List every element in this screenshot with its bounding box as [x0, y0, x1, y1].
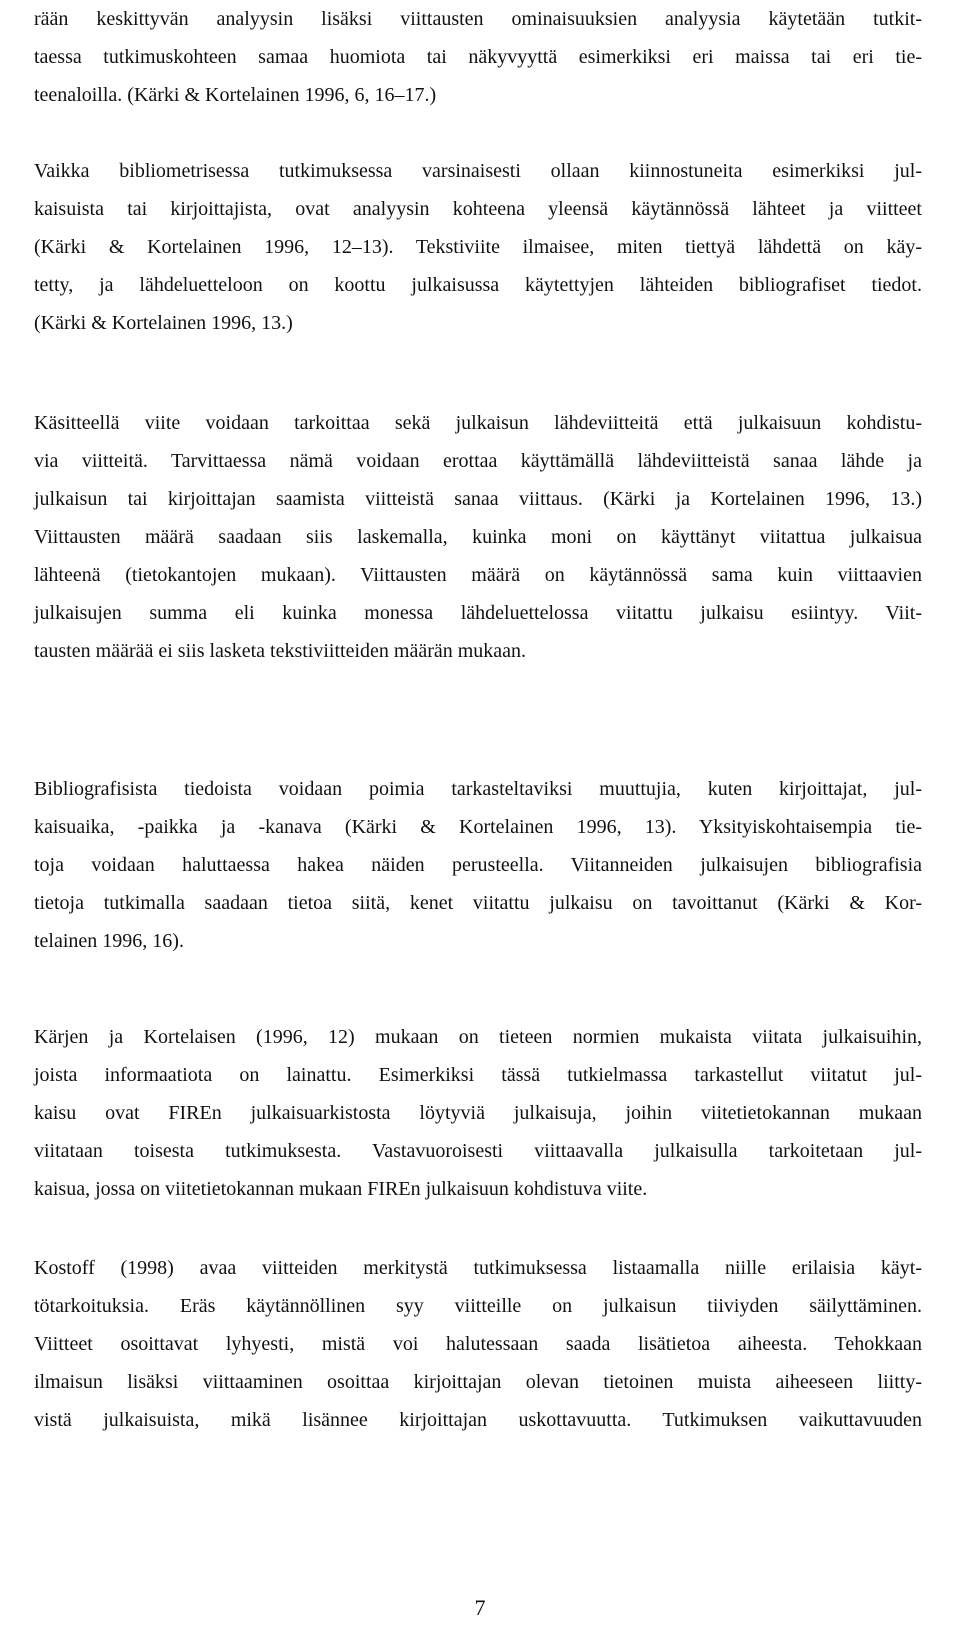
text-line: kaisua, jossa on viitetietokannan mukaan FIREn julkaisuun kohdistuva viite. — [34, 1178, 648, 1200]
text-line: via viitteitä. Tarvittaessa nämä voidaan erottaa käyttämällä lähdeviitteistä sanaa lähde ja — [34, 450, 922, 472]
text-line: julkaisun tai kirjoittajan saamista viitteistä sanaa viittaus. (Kärki ja Kortelainen 1996, 13.) — [34, 488, 922, 510]
paragraph-4 — [34, 770, 922, 960]
text-line: Kostoff (1998) avaa viitteiden merkitystä tutkimuksessa listaamalla niille erilaisia käyt- — [34, 1257, 922, 1279]
text-line: ilmaisun lisäksi viittaaminen osoittaa kirjoittajan olevan tietoinen muista aiheeseen liitty- — [34, 1371, 922, 1393]
paragraph-5 — [34, 1018, 922, 1208]
text-line: Viitteet osoittavat lyhyesti, mistä voi halutessaan saada lisätietoa aiheesta. Tehokkaan — [34, 1333, 922, 1355]
text-line: Käsitteellä viite voidaan tarkoittaa sekä julkaisun lähdeviitteitä että julkaisuun kohdistu- — [34, 412, 922, 434]
text-line: viitataan toisesta tutkimuksesta. Vastavuoroisesti viittaavalla julkaisulla tarkoitetaan jul- — [34, 1140, 922, 1162]
text-line: joista informaatiota on lainattu. Esimerkiksi tässä tutkielmassa tarkastellut viitatut jul- — [34, 1064, 922, 1086]
text-line: kaisu ovat FIREn julkaisuarkistosta löytyviä julkaisuja, joihin viitetietokannan mukaan — [34, 1102, 922, 1124]
page-number: 7 — [474, 1595, 486, 1620]
text-line: Vaikka bibliometrisessa tutkimuksessa varsinaisesti ollaan kiinnostuneita esimerkiksi jul- — [34, 160, 922, 182]
text-line: kaisuista tai kirjoittajista, ovat analyysin kohteena yleensä käytännössä lähteet ja viitteet — [34, 198, 922, 220]
paragraph-3 — [34, 404, 922, 670]
text-line: kaisuaika, -paikka ja -kanava (Kärki & Kortelainen 1996, 13). Yksityiskohtaisempia tie- — [34, 816, 922, 838]
text-line: Viittausten määrä saadaan siis laskemalla, kuinka moni on käyttänyt viitattua julkaisua — [34, 526, 922, 548]
text-line: (Kärki & Kortelainen 1996, 13.) — [34, 312, 293, 334]
text-line: vistä julkaisuista, mikä lisännee kirjoittajan uskottavuutta. Tutkimuksen vaikuttavuuden — [34, 1409, 922, 1431]
paragraph-6 — [34, 1249, 922, 1439]
text-line: tötarkoituksia. Eräs käytännöllinen syy viitteille on julkaisun tiiviyden säilyttäminen. — [34, 1295, 922, 1317]
paragraph-1 — [34, 0, 922, 114]
text-line: toja voidaan haluttaessa hakea näiden perusteella. Viitanneiden julkaisujen bibliografisia — [34, 854, 922, 876]
text-line: taessa tutkimuskohteen samaa huomiota tai näkyvyyttä esimerkiksi eri maissa tai eri tie- — [34, 46, 922, 68]
text-line: Bibliografisista tiedoista voidaan poimia tarkasteltaviksi muuttujia, kuten kirjoittajat, jul- — [34, 778, 922, 800]
text-line: tietoja tutkimalla saadaan tietoa siitä, kenet viitattu julkaisu on tavoittanut (Kärki & Kor- — [34, 892, 922, 914]
text-line: rään keskittyvän analyysin lisäksi viittausten ominaisuuksien analyysia käytetään tutkit- — [34, 8, 922, 30]
text-line: (Kärki & Kortelainen 1996, 12–13). Tekstiviite ilmaisee, miten tiettyä lähdettä on käy- — [34, 236, 922, 258]
text-line: Kärjen ja Kortelaisen (1996, 12) mukaan on tieteen normien mukaista viitata julkaisuihin, — [34, 1026, 922, 1048]
text-line: teenaloilla. (Kärki & Kortelainen 1996, 6, 16–17.) — [34, 84, 437, 106]
text-line: lähteenä (tietokantojen mukaan). Viittausten määrä on käytännössä sama kuin viittaavien — [34, 564, 922, 586]
text-line: tetty, ja lähdeluetteloon on koottu julkaisussa käytettyjen lähteiden bibliografiset tiedot. — [34, 274, 922, 296]
text-line: tausten määrää ei siis lasketa tekstiviitteiden määrän mukaan. — [34, 640, 527, 662]
paragraph-2 — [34, 152, 922, 342]
text-line: julkaisujen summa eli kuinka monessa lähdeluettelossa viitattu julkaisu esiintyy. Viit- — [34, 602, 922, 624]
text-line: telainen 1996, 16). — [34, 930, 184, 952]
